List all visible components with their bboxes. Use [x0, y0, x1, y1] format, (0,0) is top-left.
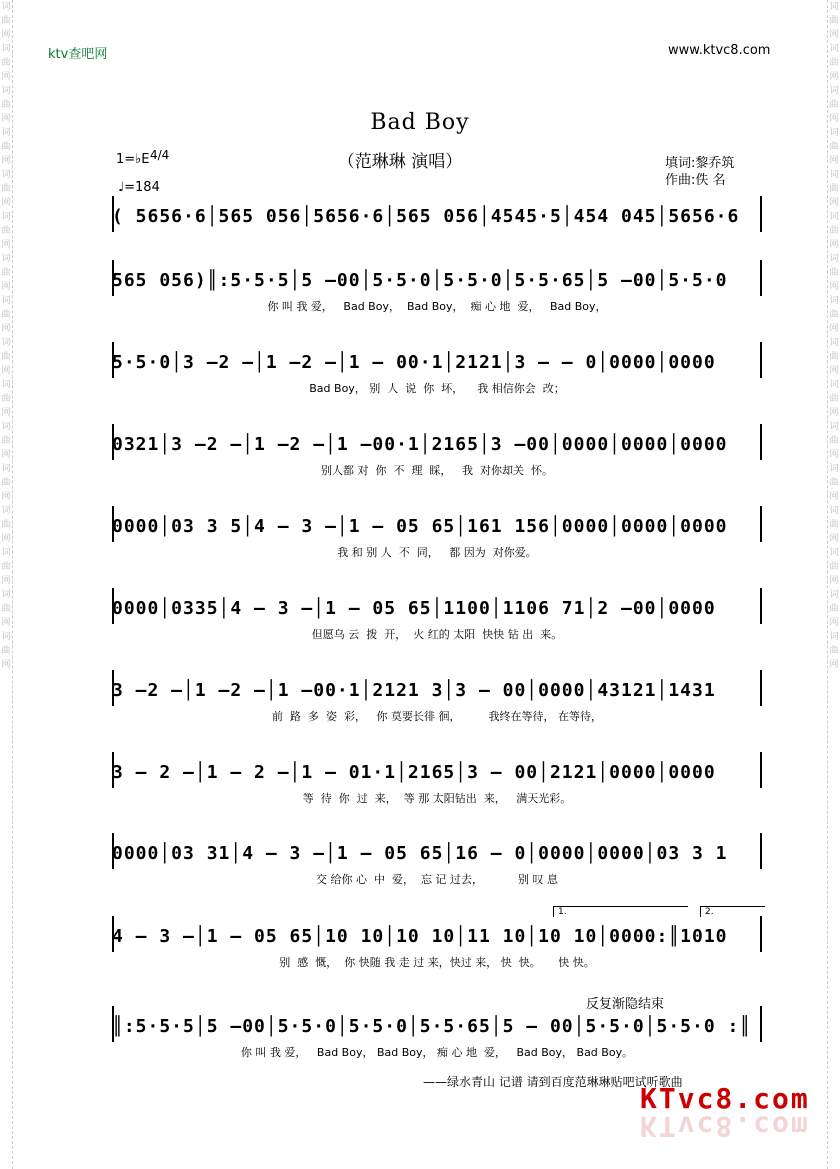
- site-logo: KTvc8.com: [640, 1082, 810, 1115]
- score-row-1: [112, 206, 762, 256]
- site-name-left: ktv查吧网: [48, 47, 108, 62]
- volta-1: 1.: [553, 906, 688, 917]
- score-row-5: [112, 516, 762, 566]
- lyrics: 你 叫 我 爱， Bad Boy， Bad Boy， 痴 心 地 爱， Bad Boy， Bad Boy。: [240, 1046, 634, 1059]
- lyrics: 前 路 多 姿 彩， 你 莫要长徘 徊， 我终在等待， 在等待，: [272, 710, 602, 723]
- lyrics: Bad Boy， 别 人 说 你 坏， 我 相信你会 改；: [309, 382, 565, 395]
- notes: 3 — 2 —│1 — 2 —│1 — 01·1│2165│3 — 00│2121│0000│0000: [112, 762, 716, 783]
- score-row-11: [112, 1016, 762, 1066]
- notes: 0000│0335│4 — 3 —│1 — 05 65│1100│1106 71│2 —00│0000: [112, 598, 716, 619]
- score-row-2: [112, 270, 762, 320]
- score-row-3: [112, 352, 762, 402]
- notes: ( 5656·6│565 056│5656·6│565 056│4545·5│454 045│5656·6: [112, 206, 740, 227]
- notes: 5·5·0│3 —2 —│1 —2 —│1 — 00·1│2121│3 — — 0│0000│0000: [112, 352, 716, 373]
- key-signature: 1=♭E: [116, 152, 150, 167]
- lyrics: 你 叫 我 爱， Bad Boy， Bad Boy， 痴 心 地 爱， Bad Boy，: [267, 300, 607, 313]
- notes: 0321│3 —2 —│1 —2 —│1 —00·1│2165│3 —00│0000│0000│0000: [112, 434, 728, 455]
- transcriber-footer: ——绿水青山 记谱 请到百度范琳琳贴吧试听歌曲: [423, 1075, 683, 1089]
- score-row-4: [112, 434, 762, 484]
- volta-2: 2.: [700, 906, 765, 917]
- notes: 0000│03 31│4 — 3 —│1 — 05 65│16 — 0│0000│0000│03 3 1: [112, 843, 728, 864]
- notes: ║:5·5·5│5 —00│5·5·0│5·5·0│5·5·65│5 — 00│5·5·0│5·5·0 :║: [112, 1016, 752, 1037]
- lyrics: 别 感 慨， 你 快随 我 走 过 来，快过 来， 快 快。 快 快。: [279, 956, 595, 969]
- notes: 0000│03 3 5│4 — 3 —│1 — 05 65│161 156│0000│0000│0000: [112, 516, 728, 537]
- lyrics: 等 待 你 过 来， 等 那 太阳钻出 来， 满天光彩。: [302, 792, 572, 805]
- repeat-fade-note: 反复渐隐结束: [586, 997, 665, 1012]
- song-subtitle: （范琳琳 演唱）: [337, 152, 463, 172]
- score-row-8: [112, 762, 762, 812]
- tempo-mark: ♩=184: [118, 180, 160, 195]
- score-row-6: [112, 598, 762, 648]
- lyrics: 别人都 对 你 不 理 睬， 我 对你却关 怀。: [321, 464, 553, 477]
- side-watermark-right: 词曲网词曲网词曲网词曲网词曲网词曲网词曲网词曲网词曲网词曲网词曲网词曲网词曲网词曲网词曲网词曲网: [827, 0, 840, 1169]
- score-row-10: [112, 926, 762, 976]
- side-watermark-left: 词曲网词曲网词曲网词曲网词曲网词曲网词曲网词曲网词曲网词曲网词曲网词曲网词曲网词曲网词曲网词曲网: [0, 0, 13, 1169]
- composer-credit: 作曲:佚 名: [665, 173, 726, 188]
- notes: 565 056)║:5·5·5│5 —00│5·5·0│5·5·0│5·5·65│5 —00│5·5·0: [112, 270, 728, 291]
- lyrics: 但愿乌 云 拨 开， 火 红的 太阳 快快 钻 出 来。: [311, 628, 563, 641]
- time-signature: 4/4: [150, 148, 170, 162]
- score-row-9: [112, 843, 762, 893]
- notes: 4 — 3 —│1 — 05 65│10 10│10 10│11 10│10 10│0000:║1010: [112, 926, 728, 947]
- score-row-7: [112, 680, 762, 730]
- site-url-right: www.ktvc8.com: [668, 43, 771, 58]
- lyricist-credit: 填词:黎乔筑: [665, 156, 735, 171]
- lyrics: 交 给你 心 中 爱， 忘 记 过去， 别 叹 息: [316, 873, 558, 886]
- lyrics: 我 和 别 人 不 同， 都 因为 对你爱。: [337, 546, 537, 559]
- site-logo-reflection: KTvc8.com: [640, 1110, 810, 1143]
- song-title: Bad Boy: [370, 110, 470, 135]
- notes: 3 —2 —│1 —2 —│1 —00·1│2121 3│3 — 00│0000│43121│1431: [112, 680, 716, 701]
